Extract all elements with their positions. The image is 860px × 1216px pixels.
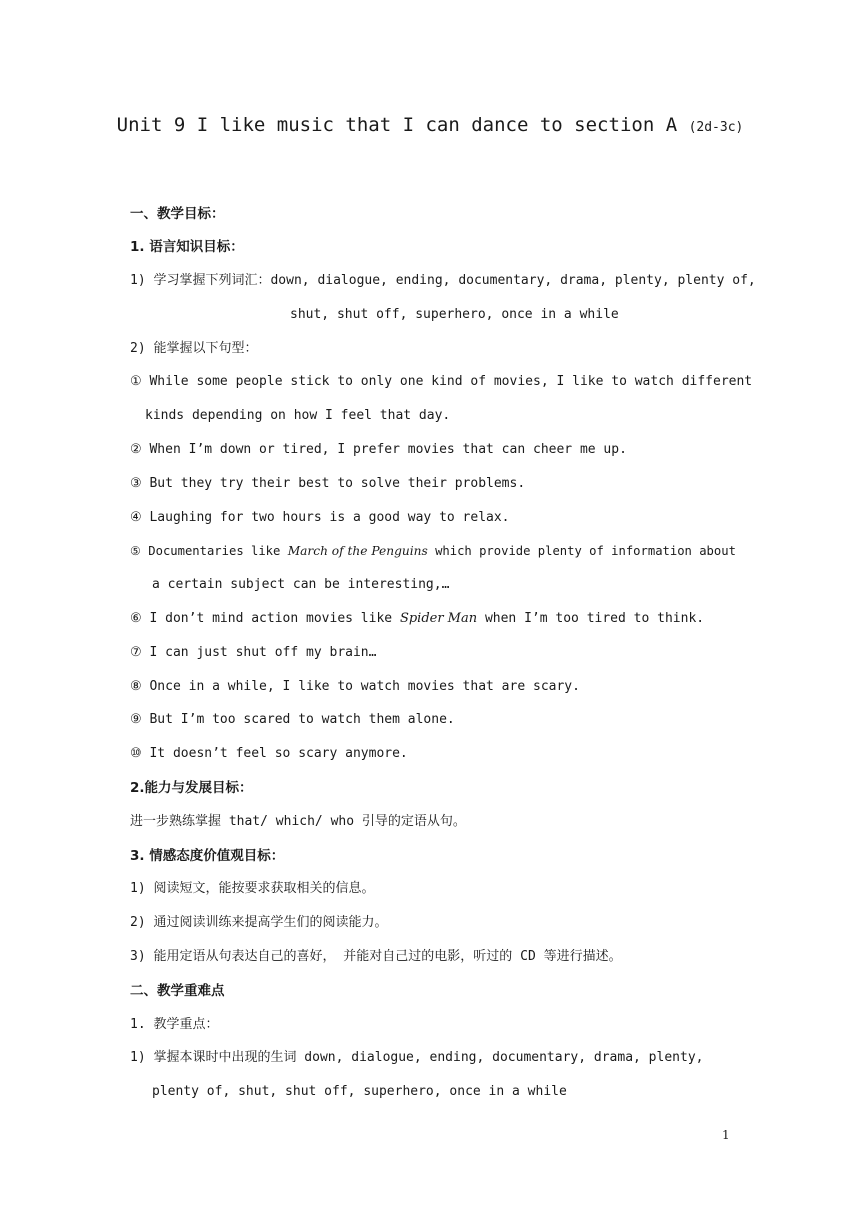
sentence-2: ② When I’m down or tired, I prefer movies that can cheer me up. [130, 442, 627, 457]
vocab-line-2: shut, shut off, superhero, once in a while [290, 307, 619, 322]
section-heading-key-points: 二、教学重难点 [130, 983, 225, 999]
key-vocab-line-1: 1) 掌握本课时中出现的生词 down, dialogue, ending, documentary, drama, plenty, [130, 1050, 704, 1065]
sentence-4: ④ Laughing for two hours is a good way to relax. [130, 510, 510, 525]
sentence-6-suffix: when I’m too tired to think. [477, 611, 705, 626]
sentence-5-prefix: ⑤ Documentaries like [130, 544, 288, 558]
sentence-5-suffix: which provide plenty of information about [427, 544, 736, 558]
vocab-line-1: 1) 学习掌握下列词汇：down, dialogue, ending, documentary, drama, plenty, plenty of, [130, 273, 756, 288]
values-item-2: 2) 通过阅读训练来提高学生们的阅读能力。 [130, 915, 388, 930]
movie-title-spider-man: Spider Man [399, 611, 478, 626]
section-heading-objectives: 一、教学目标： [130, 206, 225, 222]
sentence-5-line-2: a certain subject can be interesting,… [152, 577, 450, 592]
sentence-6-prefix: ⑥ I don’t mind action movies like [130, 611, 400, 626]
ability-text: 进一步熟练掌握 that/ which/ who 引导的定语从句。 [130, 814, 466, 829]
sentence-patterns-label: 2) 能掌握以下句型： [130, 341, 258, 356]
subheading-ability: 2.能力与发展目标： [130, 780, 253, 796]
sentence-5-line-1 [130, 541, 736, 561]
values-item-1: 1) 阅读短文，能按要求获取相关的信息。 [130, 881, 375, 896]
key-points-label: 1. 教学重点： [130, 1017, 219, 1032]
subheading-values: 3. 情感态度价值观目标： [130, 848, 285, 864]
subheading-language-knowledge: 1. 语言知识目标： [130, 239, 244, 255]
sentence-6 [130, 609, 704, 629]
sentence-1-line-2: kinds depending on how I feel that day. [145, 408, 451, 423]
sentence-8: ⑧ Once in a while, I like to watch movies that are scary. [130, 679, 580, 694]
title-main: Unit 9 I like music that I can dance to section A [116, 114, 689, 136]
sentence-1-line-1: ① While some people stick to only one kind of movies, I like to watch different [130, 374, 753, 389]
title-sub: (2d-3c) [688, 120, 744, 135]
sentence-10: ⑩ It doesn’t feel so scary anymore. [130, 746, 408, 761]
document-title [0, 114, 860, 136]
key-vocab-line-2: plenty of, shut, shut off, superhero, once in a while [152, 1084, 567, 1099]
sentence-9: ⑨ But I’m too scared to watch them alone. [130, 712, 455, 727]
values-item-3: 3) 能用定语从句表达自己的喜好， 并能对自己过的电影，听过的 CD 等进行描述。 [130, 949, 622, 964]
movie-title-penguins: March of the Penguins [287, 544, 428, 558]
page-number: 1 [722, 1128, 730, 1142]
sentence-3: ③ But they try their best to solve their problems. [130, 476, 526, 491]
sentence-7: ⑦ I can just shut off my brain… [130, 645, 377, 660]
